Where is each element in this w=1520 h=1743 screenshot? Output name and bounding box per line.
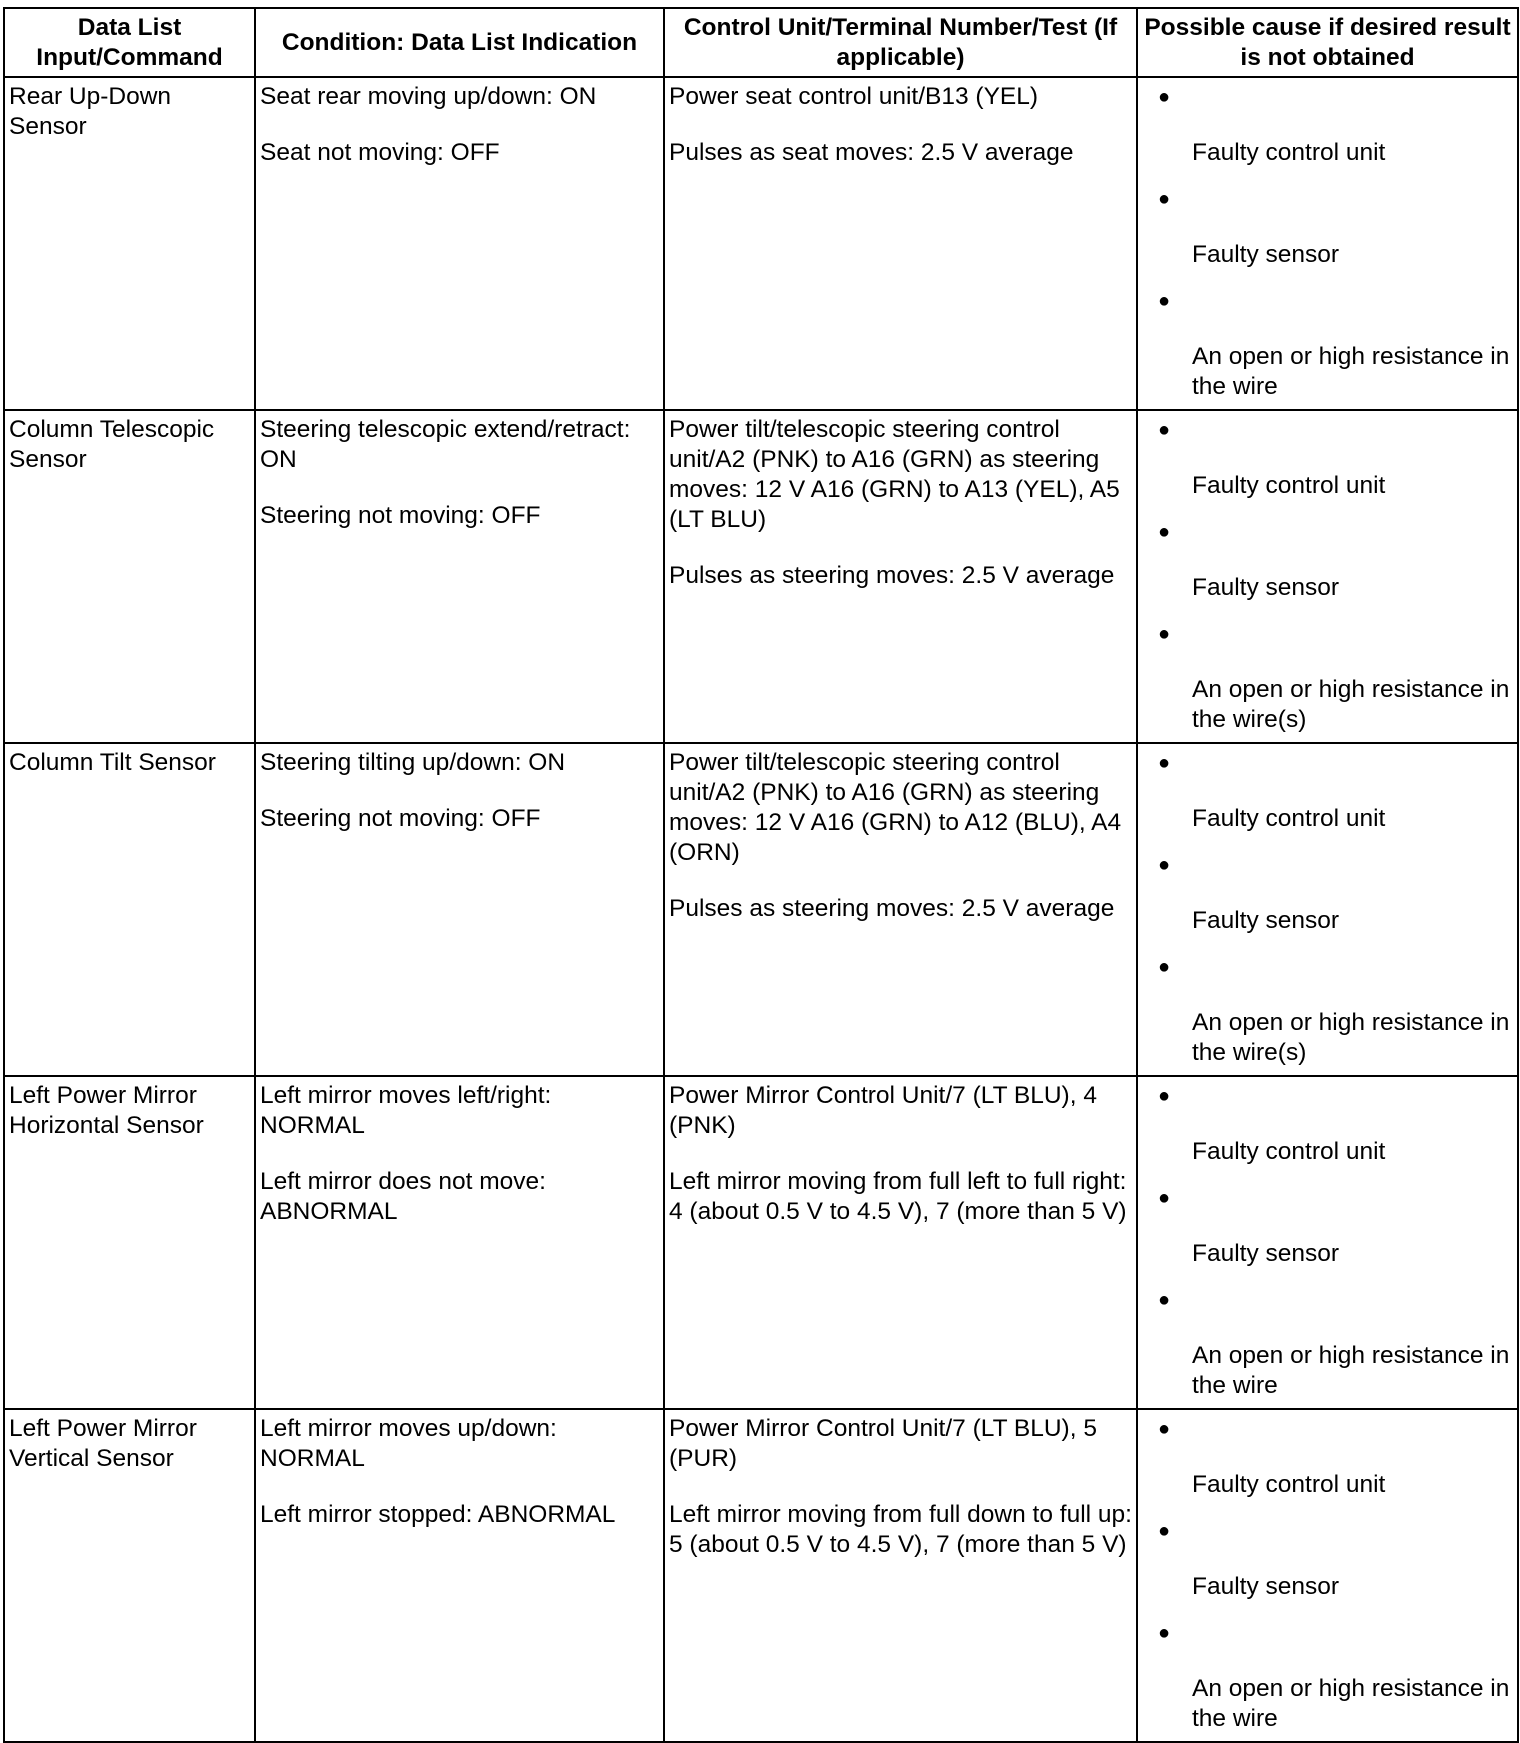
bullet-icon: ● (1158, 854, 1171, 876)
control-unit-text: Power tilt/telescopic steering control unit/A2 (PNK) to A16 (GRN) as steering moves: 12 V A16 (GRN) to A12 (BLU), A4 (ORN) (669, 749, 1122, 866)
control-unit-cell (664, 743, 1137, 1076)
bullet-icon: ● (1158, 188, 1171, 210)
cause-text: Faulty sensor (1192, 1240, 1340, 1267)
control-unit-text: Pulses as seat moves: 2.5 V average (669, 139, 1074, 166)
bullet-icon: ● (1158, 752, 1171, 774)
table-row (4, 410, 1518, 743)
condition-text: Left mirror moves left/right: NORMAL (260, 1082, 552, 1139)
possible-cause-cell (1137, 77, 1518, 410)
cause-list-item (1142, 1081, 1513, 1167)
bullet-icon: ● (1158, 956, 1171, 978)
condition-cell (255, 743, 664, 1076)
control-unit-text: Power tilt/telescopic steering control unit/A2 (PNK) to A16 (GRN) as steering moves: 12 V A16 (GRN) to A13 (YEL), A5 (LT BLU) (669, 416, 1120, 533)
control-unit-text: Pulses as steering moves: 2.5 V average (669, 895, 1115, 922)
bullet-icon: ● (1158, 1418, 1171, 1440)
bullet-icon: ● (1158, 623, 1171, 645)
bullet-icon: ● (1158, 521, 1171, 543)
cause-list-item (1142, 82, 1513, 168)
input-cell: Column Telescopic Sensor (4, 410, 255, 743)
header-data-list-input: Data List Input/Command (4, 8, 255, 77)
table-row (4, 1076, 1518, 1409)
cause-text: An open or high resistance in the wire (1192, 1342, 1510, 1399)
control-unit-cell (664, 410, 1137, 743)
cause-list-item (1142, 184, 1513, 270)
input-cell: Column Tilt Sensor (4, 743, 255, 1076)
control-unit-text: Pulses as steering moves: 2.5 V average (669, 562, 1115, 589)
condition-text: Seat rear moving up/down: ON (260, 83, 597, 110)
control-unit-cell (664, 1076, 1137, 1409)
cause-list-item (1142, 1618, 1513, 1734)
cause-list-item (1142, 952, 1513, 1068)
bullet-icon: ● (1158, 1520, 1171, 1542)
cause-text: An open or high resistance in the wire (1192, 1675, 1510, 1732)
condition-text: Seat not moving: OFF (260, 139, 500, 166)
bullet-icon: ● (1158, 1085, 1171, 1107)
bullet-icon: ● (1158, 290, 1171, 312)
data-list-table-sheet (3, 7, 1517, 1743)
condition-text: Steering not moving: OFF (260, 502, 541, 529)
condition-cell (255, 1076, 664, 1409)
control-unit-text: Left mirror moving from full down to full up: 5 (about 0.5 V to 4.5 V), 7 (more than 5 V) (669, 1501, 1132, 1558)
cause-text: Faulty control unit (1192, 1471, 1386, 1498)
cause-text: Faulty control unit (1192, 805, 1386, 832)
bullet-icon: ● (1158, 86, 1171, 108)
table-row (4, 1409, 1518, 1742)
possible-cause-cell (1137, 743, 1518, 1076)
input-cell: Rear Up-Down Sensor (4, 77, 255, 410)
input-cell: Left Power Mirror Vertical Sensor (4, 1409, 255, 1742)
cause-text: An open or high resistance in the wire(s) (1192, 1009, 1510, 1066)
control-unit-cell (664, 1409, 1137, 1742)
bullet-icon: ● (1158, 1622, 1171, 1644)
cause-text: Faulty control unit (1192, 139, 1386, 166)
bullet-icon: ● (1158, 1289, 1171, 1311)
condition-text: Left mirror stopped: ABNORMAL (260, 1501, 616, 1528)
header-control-unit: Control Unit/Terminal Number/Test (If applicable) (664, 8, 1137, 77)
table-row (4, 77, 1518, 410)
condition-cell (255, 1409, 664, 1742)
cause-list-item (1142, 1516, 1513, 1602)
cause-list-item (1142, 1414, 1513, 1500)
condition-text: Left mirror does not move: ABNORMAL (260, 1168, 546, 1225)
possible-cause-cell (1137, 1076, 1518, 1409)
condition-text: Steering tilting up/down: ON (260, 749, 566, 776)
cause-list-item (1142, 415, 1513, 501)
cause-text: An open or high resistance in the wire(s) (1192, 676, 1510, 733)
header-condition: Condition: Data List Indication (255, 8, 664, 77)
cause-text: An open or high resistance in the wire (1192, 343, 1510, 400)
control-unit-text: Power Mirror Control Unit/7 (LT BLU), 4 (PNK) (669, 1082, 1097, 1139)
condition-cell (255, 77, 664, 410)
cause-list-item (1142, 748, 1513, 834)
cause-list-item (1142, 619, 1513, 735)
cause-text: Faulty sensor (1192, 574, 1340, 601)
cause-list-item (1142, 850, 1513, 936)
cause-list-item (1142, 517, 1513, 603)
cause-text: Faulty sensor (1192, 1573, 1340, 1600)
possible-cause-cell (1137, 1409, 1518, 1742)
header-possible-cause: Possible cause if desired result is not obtained (1137, 8, 1518, 77)
control-unit-text: Left mirror moving from full left to full right: 4 (about 0.5 V to 4.5 V), 7 (more than 5 V) (669, 1168, 1127, 1225)
condition-text: Steering telescopic extend/retract: ON (260, 416, 631, 473)
condition-cell (255, 410, 664, 743)
table-row (4, 743, 1518, 1076)
control-unit-text: Power seat control unit/B13 (YEL) (669, 83, 1039, 110)
cause-text: Faulty control unit (1192, 472, 1386, 499)
input-cell: Left Power Mirror Horizontal Sensor (4, 1076, 255, 1409)
header-row (4, 8, 1518, 77)
control-unit-text: Power Mirror Control Unit/7 (LT BLU), 5 (PUR) (669, 1415, 1097, 1472)
cause-text: Faulty sensor (1192, 241, 1340, 268)
cause-list-item (1142, 286, 1513, 402)
data-list-table (3, 7, 1519, 1743)
control-unit-cell (664, 77, 1137, 410)
cause-text: Faulty sensor (1192, 907, 1340, 934)
cause-text: Faulty control unit (1192, 1138, 1386, 1165)
condition-text: Steering not moving: OFF (260, 805, 541, 832)
bullet-icon: ● (1158, 1187, 1171, 1209)
possible-cause-cell (1137, 410, 1518, 743)
bullet-icon: ● (1158, 419, 1171, 441)
cause-list-item (1142, 1183, 1513, 1269)
condition-text: Left mirror moves up/down: NORMAL (260, 1415, 557, 1472)
cause-list-item (1142, 1285, 1513, 1401)
